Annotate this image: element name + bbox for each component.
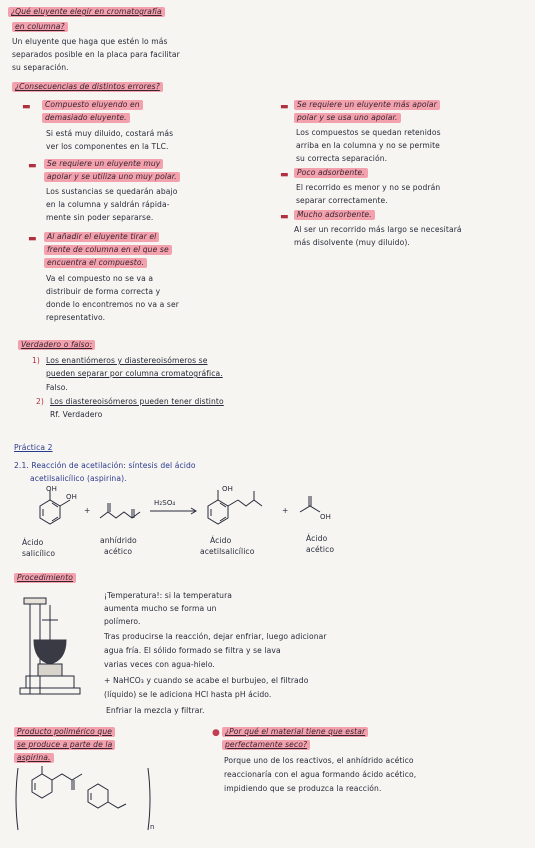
error-right-1-head-2: polar y se usa uno apolar. bbox=[294, 113, 401, 123]
name-aspirin-1: Ácido bbox=[210, 536, 232, 545]
porque-title-line1: ¿Por qué el material tiene que estar bbox=[222, 727, 368, 737]
error-left-1-body-1: Si está muy diluido, costará más bbox=[46, 129, 174, 138]
porque-title-line2: perfectamente seco? bbox=[222, 740, 310, 750]
reagent-label: H₂SO₄ bbox=[154, 499, 176, 507]
porque-body-line3: impidiendo que se produzca la reacción. bbox=[224, 784, 382, 793]
q1-title-line2: en columna? bbox=[12, 22, 68, 32]
error-left-1-head-2: demasiado eluyente. bbox=[42, 113, 130, 123]
vf-item-2-answer: Rf. Verdadero bbox=[50, 410, 103, 419]
bullet-marker: ▬ bbox=[280, 212, 289, 222]
vf-item-1-answer: Falso. bbox=[46, 383, 68, 392]
producto-title-line3: aspirina. bbox=[14, 753, 54, 763]
vf-item-2-line1: Los diastereoisómeros pueden tener distinto bbox=[50, 397, 224, 406]
procedimiento-line2: aumenta mucho se forma un bbox=[104, 604, 217, 613]
q1-title-line1: ¿Qué eluyente elegir en cromatografía bbox=[8, 7, 165, 17]
name-anhydride-2: acético bbox=[104, 547, 133, 556]
producto-title-line2: se produce a parte de la bbox=[14, 740, 115, 750]
procedimiento-line1: ¡Temperatura!: si la temperatura bbox=[104, 591, 233, 600]
procedimiento-title: Procedimiento bbox=[14, 573, 76, 583]
practica-subtitle-line2: acetilsalicílico (aspirina). bbox=[30, 474, 127, 483]
error-left-3-head-3: encuentra el compuesto. bbox=[44, 258, 147, 268]
polymer-n-label: n bbox=[150, 823, 155, 831]
vf-item-2-num: 2) bbox=[36, 397, 44, 406]
practica-title: Práctica 2 bbox=[14, 443, 53, 452]
error-left-3-body-4: representativo. bbox=[46, 313, 106, 322]
oh-label-salicylic: OH bbox=[46, 485, 57, 493]
plus-sign-2: + bbox=[282, 506, 289, 515]
lab-apparatus bbox=[20, 598, 80, 694]
error-left-1-head-1: Compuesto eluyendo en bbox=[42, 100, 143, 110]
error-right-2-body-2: separar correctamente. bbox=[296, 196, 388, 205]
practica-subtitle-line1: 2.1. Reacción de acetilación: síntesis del ácido bbox=[14, 461, 196, 470]
procedimiento-line4: Tras producirse la reacción, dejar enfriar, luego adicionar bbox=[104, 632, 327, 641]
error-right-1-body-1: Los compuestos se quedan retenidos bbox=[296, 128, 441, 137]
vf-item-1-line1: Los enantiómeros y diastereoisómeros se bbox=[46, 356, 208, 365]
error-left-2-body-1: Los sustancias se quedarán abajo bbox=[46, 187, 178, 196]
error-left-2-body-2: en la columna y saldrán rápida- bbox=[46, 200, 170, 209]
bullet-marker: ● bbox=[212, 728, 220, 738]
plus-sign-1: + bbox=[84, 506, 91, 515]
porque-body-line1: Porque uno de los reactivos, el anhídrido acético bbox=[224, 756, 414, 765]
bullet-marker: ▬ bbox=[280, 102, 289, 112]
name-salicylic-1: Ácido bbox=[22, 538, 44, 547]
error-left-3-body-2: distribuir de forma correcta y bbox=[46, 287, 161, 296]
q2-title: ¿Consecuencias de distintos errores? bbox=[12, 82, 163, 92]
bullet-marker: ▬ bbox=[280, 170, 289, 180]
procedimiento-line3: polímero. bbox=[104, 617, 141, 626]
error-left-3-body-3: donde lo encontremos no va a ser bbox=[46, 300, 179, 309]
error-right-3-head-1: Mucho adsorbente. bbox=[294, 210, 375, 220]
oh-label-salicylic-2: OH bbox=[66, 493, 77, 501]
procedimiento-line7: + NaHCO₃ y cuando se acabe el burbujeo, el filtrado bbox=[104, 676, 309, 685]
vf-item-1-num: 1) bbox=[32, 356, 40, 365]
bullet-marker: ▬ bbox=[28, 161, 37, 171]
error-left-2-body-3: mente sin poder separarse. bbox=[46, 213, 154, 222]
q1-answer-line1: Un eluyente que haga que estén lo más bbox=[12, 37, 168, 46]
error-right-2-head-1: Poco adsorbente. bbox=[294, 168, 368, 178]
procedimiento-line8: (líquido) se le adiciona HCl hasta pH ácido. bbox=[104, 690, 272, 699]
error-right-1-body-2: arriba en la columna y no se permite bbox=[296, 141, 440, 150]
oh-label-aspirin: OH bbox=[222, 485, 233, 493]
error-right-2-body-1: El recorrido es menor y no se podrán bbox=[296, 183, 441, 192]
error-left-3-body-1: Va el compuesto no se va a bbox=[46, 274, 154, 283]
procedimiento-line6: varias veces con agua-hielo. bbox=[104, 660, 215, 669]
error-right-1-body-3: su correcta separación. bbox=[296, 154, 388, 163]
q1-answer-line3: su separación. bbox=[12, 63, 69, 72]
error-left-1-body-2: ver los componentes en la TLC. bbox=[46, 142, 169, 151]
vf-title: Verdadero o falso: bbox=[18, 340, 95, 350]
acetic-acid bbox=[300, 506, 320, 512]
error-left-3-head-2: frente de columna en el que se bbox=[44, 245, 172, 255]
bullet-marker: ▬ bbox=[22, 102, 31, 112]
polymer-structure bbox=[16, 766, 150, 830]
oh-label-acetic: OH bbox=[320, 513, 331, 521]
name-anhydride-1: anhídrido bbox=[100, 536, 137, 545]
error-right-3-body-1: Al ser un recorrido más largo se necesitará bbox=[294, 225, 462, 234]
name-salicylic-2: salicílico bbox=[22, 549, 56, 558]
error-left-3-head-1: Al añadir el eluyente tirar el bbox=[44, 232, 159, 242]
error-left-2-head-1: Se requiere un eluyente muy bbox=[44, 159, 163, 169]
bullet-marker: ▬ bbox=[28, 234, 37, 244]
error-right-3-body-2: más disolvente (muy diluido). bbox=[294, 238, 410, 247]
producto-title-line1: Producto polimérico que bbox=[14, 727, 115, 737]
error-left-2-head-2: apolar y se utiliza uno muy polar. bbox=[44, 172, 180, 182]
name-acetic-2: acético bbox=[306, 545, 335, 554]
vf-item-1-line2: pueden separar por columna cromatográfica. bbox=[46, 369, 223, 378]
name-acetic-1: Ácido bbox=[306, 534, 328, 543]
error-right-1-head-1: Se requiere un eluyente más apolar bbox=[294, 100, 440, 110]
porque-body-line2: reaccionaría con el agua formando ácido acético, bbox=[224, 770, 417, 779]
q1-answer-line2: separados posible en la placa para facilitar bbox=[12, 50, 180, 59]
procedimiento-line5: agua fría. El sólido formado se filtra y se lava bbox=[104, 646, 281, 655]
procedimiento-line9: Enfriar la mezcla y filtrar. bbox=[106, 706, 205, 715]
name-aspirin-2: acetilsalicílico bbox=[200, 547, 255, 556]
